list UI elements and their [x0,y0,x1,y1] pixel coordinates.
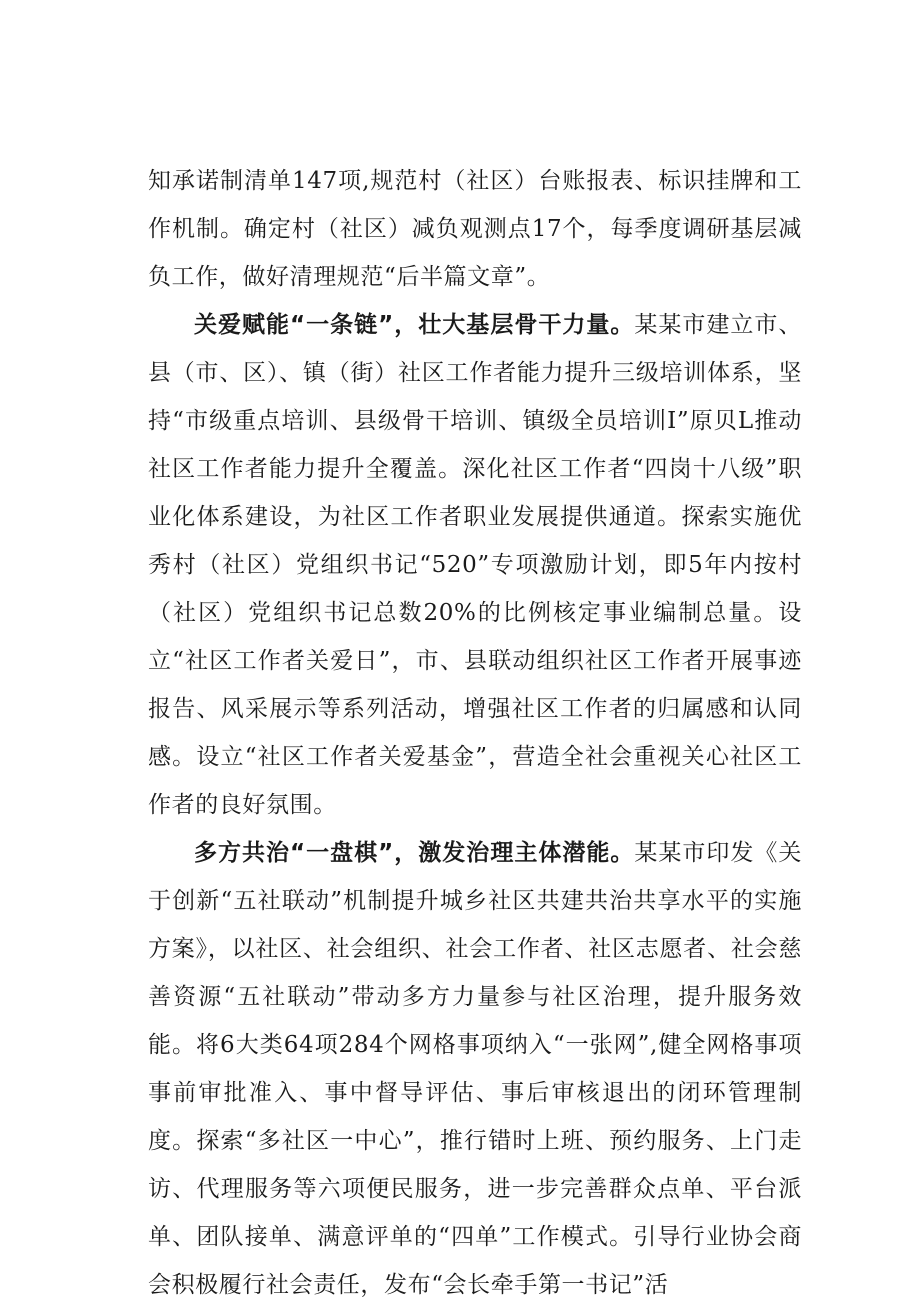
paragraph-continuation [148,157,802,301]
paragraph-body-text: 知承诺制清单147项,规范村（社区）台账报表、标识挂牌和工作机制。确定村（社区）减负观测点17个，每季度调研基层减负工作，做好清理规范“后半篇文章”。 [148,168,802,290]
paragraph-care-empowerment [148,301,802,829]
paragraph-body-text: 某某市建立市、县（市、区）、镇（街）社区工作者能力提升三级培训体系，坚持“市级重点培训、县级骨干培训、镇级全员培训I”原贝L推动社区工作者能力提升全覆盖。深化社区工作者“四岗十八级”职业化体系建设，为社区工作者职业发展提供通道。探索实施优秀村（社区）党组织书记“520”专项激励计划，即5年内按村（社区）党组织书记总数20%的比例核定事业编制总量。设立“社区工作者关爱日”，市、县联动组织社区工作者开展事迹报告、风采展示等系列活动，增强社区工作者的归属感和认同感。设立“社区工作者关爱基金”，营造全社会重视关心社区工作者的良好氛围。 [148,312,802,818]
paragraph-lead-heading: 多方共治“一盘棋”，激发治理主体潜能。 [194,840,635,866]
paragraph-body-text: 某某市印发《关于创新“五社联动”机制提升城乡社区共建共治共享水平的实施方案》，以社区、社会组织、社会工作者、社区志愿者、社会慈善资源“五社联动”带动多方力量参与社区治理，提升服务效能。将6大类64项284个网格事项纳入“一张网”,健全网格事项事前审批准入、事中督导评估、事后审核退出的闭环管理制度。探索“多社区一中心”，推行错时上班、预约服务、上门走访、代理服务等六项便民服务，进一步完善群众点单、平台派单、团队接单、满意评单的“四单”工作模式。引导行业协会商会积极履行社会责任，发布“会长牵手第一书记”活 [148,840,802,1298]
paragraph-lead-heading: 关爱赋能“一条链”，壮大基层骨干力量。 [194,312,635,338]
document-body [148,157,802,1309]
paragraph-multi-party-governance [148,829,802,1309]
